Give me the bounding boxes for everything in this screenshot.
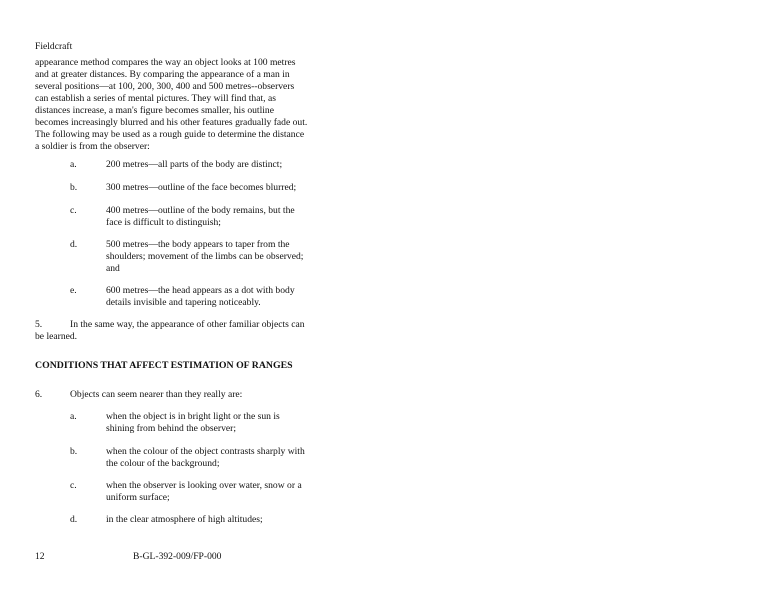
intro-line: appearance method compares the way an object looks at 100 metres [35,57,296,68]
list-item-line: shoulders; movement of the limbs can be observed; [106,251,304,262]
list-item-text [106,182,318,194]
list-item-line: shining from behind the observer; [106,423,237,434]
list-item-text [106,411,318,435]
list-item-line: and [106,263,120,274]
paragraph-text: Objects can seem nearer than they really are: [70,389,243,400]
paragraph-text: be learned. [35,331,78,342]
intro-line: becomes increasingly blurred and his other features gradually fade out. [35,117,308,128]
list-item-letter: a. [70,411,77,422]
list-item-text [106,446,318,470]
list-item-text [106,159,318,171]
list-item-line: details invisible and tapering noticeably. [106,297,261,308]
section-heading: CONDITIONS THAT AFFECT ESTIMATION OF RANGES [35,360,293,371]
intro-line: and at greater distances. By comparing the appearance of a man in [35,69,290,80]
list-item-letter: c. [70,205,77,216]
paragraph-text: In the same way, the appearance of other familiar objects can [70,319,305,330]
intro-line: a soldier is from the observer: [35,141,150,152]
list-item-text [106,205,318,229]
list-item-text [106,514,318,526]
list-item-line: 300 metres—outline of the face becomes blurred; [106,182,297,193]
intro-line: can establish a series of mental pictures. They will find that, as [35,93,276,104]
intro-line: distances increase, a man's figure becomes smaller, his outline [35,105,274,116]
list-item-line: 200 metres—all parts of the body are distinct; [106,159,283,170]
page-number: 12 [35,551,45,562]
intro-line: The following may be used as a rough guide to determine the distance [35,129,305,140]
intro-paragraph [35,57,325,153]
list-item-text [106,239,318,275]
list-item-line: when the colour of the object contrasts sharply with [106,446,305,457]
list-item-letter: d. [70,239,78,250]
list-item-letter: c. [70,480,77,491]
list-item-line: face is difficult to distinguish; [106,217,221,228]
document-code: B-GL-392-009/FP-000 [133,551,222,562]
list-item-letter: b. [70,446,78,457]
list-item-letter: b. [70,182,78,193]
list-item-text [106,285,318,309]
paragraph-number: 6. [35,389,43,400]
list-item-line: 500 metres—the body appears to taper from the [106,239,290,250]
list-item-line: the colour of the background; [106,458,220,469]
list-item-line: 400 metres—outline of the body remains, but the [106,205,295,216]
list-item-line: uniform surface; [106,492,170,503]
paragraph-number: 5. [35,319,43,330]
running-header: Fieldcraft [35,41,73,52]
list-item-line: 600 metres—the head appears as a dot with body [106,285,295,296]
list-item-letter: d. [70,514,78,525]
list-item-line: when the observer is looking over water, snow or a [106,480,302,491]
intro-line: several positions—at 100, 200, 300, 400 and 500 metres--observers [35,81,295,92]
list-item-line: in the clear atmosphere of high altitudes; [106,514,263,525]
list-item-letter: e. [70,285,77,296]
list-item-line: when the object is in bright light or the sun is [106,411,280,422]
list-item-text [106,480,318,504]
list-item-letter: a. [70,159,77,170]
